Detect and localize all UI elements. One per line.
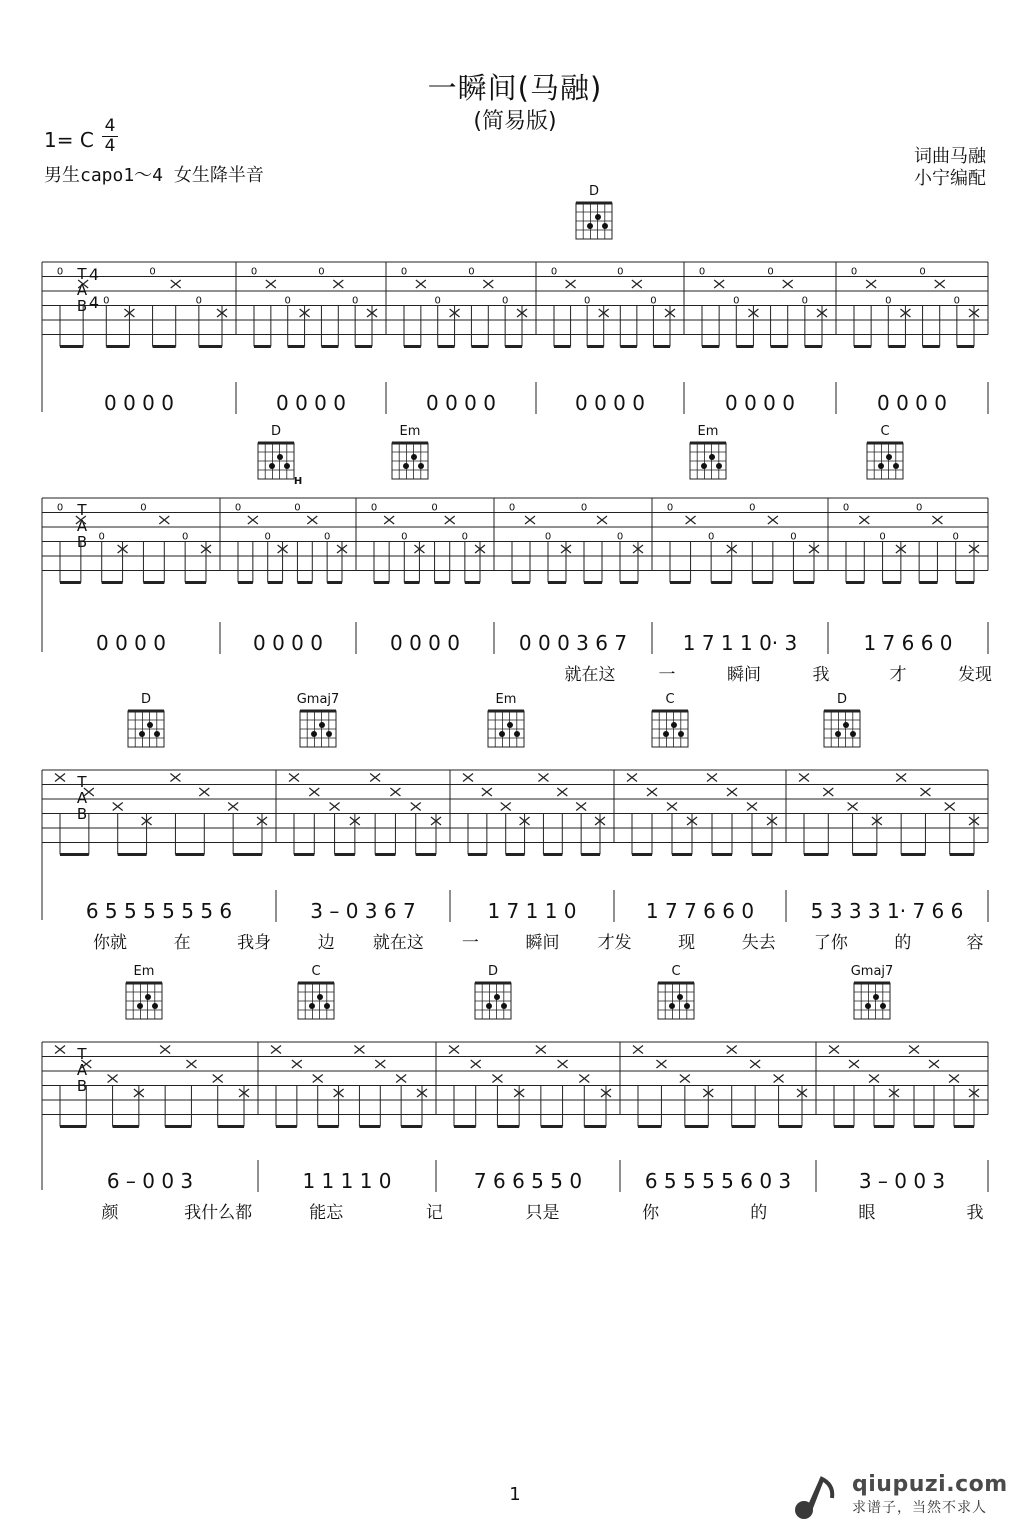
- tab-mute-x: [228, 803, 238, 811]
- tab-mute-x: [632, 280, 642, 288]
- tab-mute-x: [774, 1075, 784, 1083]
- tab-mute-x: [309, 788, 319, 796]
- tab-fret: 0: [508, 502, 516, 514]
- tab-mute-x: [248, 516, 258, 524]
- tab-mute-x: [354, 1046, 364, 1054]
- tab-mute-x: [686, 516, 696, 524]
- tab-mute-x: [445, 516, 455, 524]
- tab-fret: 0: [842, 502, 850, 514]
- time-signature-bottom: 4: [104, 136, 116, 156]
- lyric-word: 能忘: [309, 1203, 344, 1223]
- tab-fret: 0: [650, 295, 657, 307]
- chord-finger-dot: [893, 463, 899, 469]
- chord-finger-dot: [501, 1003, 507, 1009]
- tab-mute-x: [829, 1046, 839, 1054]
- tab-mute-x: [370, 774, 380, 782]
- chord-diagram: [690, 424, 726, 479]
- tab-clef-letter: T: [77, 265, 87, 283]
- chord-diagram: [652, 692, 688, 747]
- tab-mute-x: [932, 516, 942, 524]
- lyric-word: 眼: [858, 1203, 876, 1223]
- chord-name: C: [665, 692, 675, 707]
- tab-mute-x: [170, 774, 180, 782]
- chord-finger-dot: [499, 731, 505, 737]
- jianpu-measure: 3 – 0 3 6 7: [310, 899, 416, 923]
- tab-fret: 0: [264, 531, 271, 543]
- tab-clef-letter: A: [76, 516, 88, 535]
- chord-diagram: [298, 964, 334, 1019]
- tab-time-top: 4: [88, 265, 100, 284]
- watermark-logo-icon: [790, 1470, 846, 1520]
- time-signature-top: 4: [104, 116, 116, 136]
- tab-mute-x: [292, 1060, 302, 1068]
- jianpu-measure: 1 7 1 1 0: [487, 899, 577, 923]
- tab-fret: 0: [801, 295, 809, 307]
- chord-diagram: [475, 964, 511, 1019]
- jianpu-measure: 1 7 6 6 0: [863, 631, 953, 655]
- tab-mute-x: [411, 803, 421, 811]
- tab-fret: 0: [103, 295, 110, 307]
- chord-diagram: [867, 424, 903, 479]
- chord-finger-dot: [324, 1003, 330, 1009]
- tab-mute-x: [390, 788, 400, 796]
- chord-finger-dot: [671, 722, 677, 728]
- chord-finger-dot: [494, 994, 500, 1000]
- chord-finger-dot: [602, 223, 608, 229]
- tab-mute-x: [859, 516, 869, 524]
- tab-fret: 0: [351, 295, 359, 307]
- tab-mute-x: [576, 803, 586, 811]
- tab-system-1: [42, 184, 988, 415]
- tab-mute-x: [929, 1060, 939, 1068]
- chord-diagram: [576, 184, 612, 239]
- song-title: 一瞬间(马融): [427, 71, 603, 105]
- chord-finger-dot: [835, 731, 841, 737]
- tab-fret: 0: [431, 502, 438, 514]
- tab-mute-x: [536, 1046, 546, 1054]
- jianpu-measure: 0 0 0 0: [104, 391, 174, 415]
- tab-mute-x: [289, 774, 299, 782]
- chord-name: D: [140, 692, 152, 707]
- tab-clef-letter: A: [76, 280, 88, 299]
- tab-time-bottom: 4: [88, 293, 100, 312]
- tab-fret: 0: [434, 295, 441, 307]
- chord-finger-dot: [507, 722, 513, 728]
- tab-mute-x: [171, 280, 181, 288]
- tab-mute-x: [384, 516, 394, 524]
- lyric-word: 就在这: [564, 665, 616, 685]
- tab-mute-x: [768, 516, 778, 524]
- tab-clef-letter: A: [76, 788, 88, 807]
- chord-name: Em: [399, 424, 421, 439]
- lyric-word: 容: [966, 933, 984, 953]
- tab-fret: 0: [733, 295, 740, 307]
- tab-mute-x: [849, 1060, 859, 1068]
- tab-mute-x: [945, 803, 955, 811]
- lyric-word: 才发: [597, 933, 632, 953]
- tab-mute-x: [667, 803, 677, 811]
- jianpu-measure: 0 0 0 0: [276, 391, 346, 415]
- tab-mute-x: [416, 280, 426, 288]
- jianpu-measure: 5 3 3 3 1· 7 6 6: [810, 899, 964, 923]
- tab-mute-x: [333, 280, 343, 288]
- chord-finger-dot: [850, 731, 856, 737]
- jianpu-measure: 6 5 5 5 5 6 0 3: [644, 1169, 792, 1193]
- chord-diagram: [258, 424, 294, 479]
- tab-fret: 0: [400, 266, 408, 278]
- page-number: 1: [509, 1484, 521, 1505]
- chord-finger-dot: [319, 722, 325, 728]
- chord-finger-dot: [137, 1003, 143, 1009]
- chord-finger-dot: [309, 1003, 315, 1009]
- tab-system-4: [42, 964, 988, 1223]
- tab-mute-x: [727, 1046, 737, 1054]
- chord-diagram: [297, 692, 340, 747]
- jianpu-measure: 0 0 0 3 6 7: [518, 631, 628, 655]
- chord-finger-dot: [701, 463, 707, 469]
- chord-finger-dot: [154, 731, 160, 737]
- tab-mute-x: [307, 516, 317, 524]
- lyric-word: 的: [894, 933, 912, 953]
- tab-mute-x: [313, 1075, 323, 1083]
- tab-mute-x: [557, 788, 567, 796]
- tab-mute-x: [869, 1075, 879, 1083]
- tab-fret: 0: [919, 266, 926, 278]
- key-signature: 1= C: [44, 128, 94, 152]
- chord-finger-dot: [595, 214, 601, 220]
- tab-mute-x: [449, 1046, 459, 1054]
- tab-clef-letter: B: [76, 804, 88, 823]
- chord-diagram: [392, 424, 428, 479]
- chord-finger-dot: [684, 1003, 690, 1009]
- tab-mute-x: [396, 1075, 406, 1083]
- chord-diagram: [851, 964, 894, 1019]
- jianpu-measure: 1 1 1 1 0: [302, 1169, 392, 1193]
- tab-mute-x: [483, 280, 493, 288]
- tab-mute-x: [558, 1060, 568, 1068]
- chord-name: Em: [495, 692, 517, 707]
- chord-name: Em: [697, 424, 719, 439]
- lyric-word: 我: [966, 1203, 984, 1223]
- lyric-word: 失去: [741, 933, 776, 953]
- chord-finger-dot: [147, 722, 153, 728]
- chord-finger-dot: [277, 454, 283, 460]
- tab-mute-x: [159, 516, 169, 524]
- chord-diagram: [126, 964, 162, 1019]
- tab-fret: 0: [790, 531, 797, 543]
- tab-mute-x: [213, 1075, 223, 1083]
- tab-fret: 0: [284, 295, 291, 307]
- tab-fret: 0: [580, 502, 588, 514]
- jianpu-measure: 3 – 0 0 3: [858, 1169, 946, 1193]
- lyric-word: 瞬间: [525, 933, 560, 953]
- chord-finger-dot: [152, 1003, 158, 1009]
- lyric-word: 我: [812, 665, 830, 685]
- chord-diagram: [658, 964, 694, 1019]
- chord-diagram: [488, 692, 524, 747]
- lyric-word: 瞬间: [727, 665, 761, 685]
- tab-fret: 0: [616, 531, 624, 543]
- lyric-word: 记: [425, 1203, 443, 1223]
- tab-mute-x: [949, 1075, 959, 1083]
- tab-mute-x: [935, 280, 945, 288]
- tab-mute-x: [525, 516, 535, 524]
- tab-clef-letter: B: [76, 532, 88, 551]
- tab-mute-x: [482, 788, 492, 796]
- chord-finger-dot: [709, 454, 715, 460]
- tab-clef-letter: T: [77, 1045, 87, 1063]
- tab-fret: 0: [401, 531, 408, 543]
- tab-mute-x: [799, 774, 809, 782]
- jianpu-measure: 0 0 0 0: [725, 391, 795, 415]
- chord-finger-dot: [311, 731, 317, 737]
- chord-finger-dot: [403, 463, 409, 469]
- lyric-word: 就在这: [372, 933, 424, 953]
- tab-fret: 0: [707, 531, 715, 543]
- tab-fret: 0: [294, 502, 301, 514]
- chord-diagram: [128, 692, 164, 747]
- chord-name: D: [588, 184, 600, 199]
- tab-fret: 0: [550, 266, 558, 278]
- jianpu-measure: 7 6 6 5 5 0: [473, 1169, 583, 1193]
- chord-diagram: [824, 692, 860, 747]
- tab-system-2: [42, 424, 992, 685]
- tab-fret: 0: [952, 531, 959, 543]
- chord-finger-dot: [878, 463, 884, 469]
- chord-finger-dot: [514, 731, 520, 737]
- tab-mute-x: [750, 1060, 760, 1068]
- tab-mute-x: [783, 280, 793, 288]
- tab-fret: 0: [544, 531, 552, 543]
- tab-fret: 0: [468, 266, 475, 278]
- tab-fret: 0: [698, 266, 706, 278]
- chord-finger-dot: [880, 1003, 886, 1009]
- tab-fret: 0: [953, 295, 961, 307]
- tab-clef-letter: A: [76, 1060, 88, 1079]
- chord-name: Gmaj7: [850, 964, 894, 979]
- lyric-word: 了你: [813, 933, 848, 953]
- tab-mute-x: [108, 1075, 118, 1083]
- tab-fret: 0: [767, 266, 774, 278]
- jianpu-measure: 6 – 0 0 3: [106, 1169, 194, 1193]
- tab-mute-x: [330, 803, 340, 811]
- tab-fret: 0: [583, 295, 591, 307]
- tab-fret: 0: [749, 502, 756, 514]
- chord-name: Em: [133, 964, 155, 979]
- tab-fret: 0: [885, 295, 892, 307]
- tab-mute-x: [375, 1060, 385, 1068]
- chord-finger-dot: [418, 463, 424, 469]
- tab-fret: 0: [140, 502, 147, 514]
- tab-mute-x: [909, 1046, 919, 1054]
- tab-mute-x: [707, 774, 717, 782]
- tab-fret: 0: [323, 531, 331, 543]
- jianpu-measure: 0 0 0 0: [575, 391, 645, 415]
- lyric-word: 一: [658, 665, 676, 685]
- lyric-word: 的: [750, 1203, 768, 1223]
- chord-finger-dot: [326, 731, 332, 737]
- lyric-word: 发现: [958, 665, 992, 685]
- tab-fret: 0: [98, 531, 105, 543]
- tab-mute-x: [866, 280, 876, 288]
- jianpu-measure: 1 7 7 6 6 0: [645, 899, 755, 923]
- lyric-word: 你: [642, 1203, 660, 1223]
- tab-mute-x: [463, 774, 473, 782]
- lyric-word: 我身: [237, 933, 272, 953]
- tab-fret: 0: [370, 502, 378, 514]
- tab-mute-x: [823, 788, 833, 796]
- lyric-word: 我什么都: [184, 1203, 253, 1223]
- tab-mute-x: [680, 1075, 690, 1083]
- chord-name: D: [487, 964, 499, 979]
- lyric-word: 才: [889, 665, 907, 685]
- tab-mute-x: [271, 1046, 281, 1054]
- chord-name: C: [671, 964, 681, 979]
- watermark-url: qiupuzi.com: [852, 1472, 1008, 1497]
- arranger-credit: 小宁编配: [914, 168, 986, 189]
- tab-mute-x: [579, 1075, 589, 1083]
- lyricist-credit: 词曲马融: [914, 146, 986, 167]
- chord-name: Gmaj7: [296, 692, 340, 707]
- tab-mute-x: [566, 280, 576, 288]
- chord-finger-dot: [716, 463, 722, 469]
- tab-fret: 0: [501, 295, 509, 307]
- lyric-word: 一: [461, 933, 479, 953]
- chord-finger-dot: [317, 994, 323, 1000]
- chord-finger-dot: [886, 454, 892, 460]
- chord-finger-dot: [145, 994, 151, 1000]
- tab-mute-x: [55, 774, 65, 782]
- tab-mute-x: [714, 280, 724, 288]
- chord-finger-dot: [284, 463, 290, 469]
- chord-finger-dot: [663, 731, 669, 737]
- tab-staves: [42, 184, 992, 1223]
- tab-fret: 0: [56, 502, 64, 514]
- tab-fret: 0: [195, 295, 203, 307]
- tab-fret: 0: [879, 531, 886, 543]
- tab-mute-x: [920, 788, 930, 796]
- tab-mute-x: [597, 516, 607, 524]
- capo-note: 男生capo1～4 女生降半音: [44, 165, 264, 186]
- tab-clef-letter: B: [76, 296, 88, 315]
- chord-finger-dot: [269, 463, 275, 469]
- chord-finger-dot: [669, 1003, 675, 1009]
- tab-fret: 0: [666, 502, 674, 514]
- jianpu-measure: 1 7 1 1 0· 3: [682, 631, 798, 655]
- lyric-word: 你就: [93, 933, 127, 953]
- chord-finger-dot: [139, 731, 145, 737]
- lyric-word: 现: [678, 933, 696, 953]
- tab-clef-letter: T: [77, 501, 87, 519]
- tab-fret: 0: [617, 266, 624, 278]
- chord-finger-dot: [843, 722, 849, 728]
- tab-mute-x: [199, 788, 209, 796]
- tab-fret: 0: [318, 266, 325, 278]
- tab-fret: 0: [850, 266, 858, 278]
- tab-mute-x: [627, 774, 637, 782]
- chord-name: D: [270, 424, 282, 439]
- tab-fret: 0: [915, 502, 923, 514]
- lyric-word: 颜: [101, 1203, 119, 1223]
- jianpu-measure: 6 5 5 5 5 5 5 6: [85, 899, 233, 923]
- tab-mute-x: [848, 803, 858, 811]
- tab-mute-x: [538, 774, 548, 782]
- chord-finger-dot: [677, 994, 683, 1000]
- tab-mute-x: [647, 788, 657, 796]
- hammer-on-mark: H: [293, 476, 303, 487]
- jianpu-measure: 0 0 0 0: [426, 391, 496, 415]
- watermark-tagline: 求谱子，当然不求人: [852, 1500, 987, 1516]
- tab-mute-x: [656, 1060, 666, 1068]
- tab-mute-x: [727, 788, 737, 796]
- tab-clef-letter: B: [76, 1076, 88, 1095]
- chord-name: D: [836, 692, 848, 707]
- jianpu-measure: 0 0 0 0: [96, 631, 166, 655]
- chord-finger-dot: [411, 454, 417, 460]
- jianpu-measure: 0 0 0 0: [253, 631, 323, 655]
- lyric-word: 边: [317, 933, 335, 953]
- tab-fret: 0: [181, 531, 189, 543]
- chord-finger-dot: [587, 223, 593, 229]
- tab-clef-letter: T: [77, 773, 87, 791]
- tab-mute-x: [266, 280, 276, 288]
- tab-fret: 0: [250, 266, 258, 278]
- song-subtitle: (简易版): [473, 109, 557, 134]
- jianpu-measure: 0 0 0 0: [390, 631, 460, 655]
- tab-mute-x: [492, 1075, 502, 1083]
- tab-mute-x: [896, 774, 906, 782]
- lyric-word: 只是: [525, 1203, 560, 1223]
- jianpu-measure: 0 0 0 0: [877, 391, 947, 415]
- tab-fret: 0: [461, 531, 469, 543]
- chord-finger-dot: [678, 731, 684, 737]
- chord-name: C: [311, 964, 321, 979]
- tab-mute-x: [55, 1046, 65, 1054]
- chord-finger-dot: [865, 1003, 871, 1009]
- tab-fret: 0: [56, 266, 64, 278]
- watermark: [852, 1472, 1008, 1517]
- tab-mute-x: [160, 1046, 170, 1054]
- lyric-word: 在: [173, 933, 191, 953]
- tab-system-3: [42, 692, 988, 953]
- tab-mute-x: [633, 1046, 643, 1054]
- tab-mute-x: [113, 803, 123, 811]
- tab-mute-x: [747, 803, 757, 811]
- chord-finger-dot: [873, 994, 879, 1000]
- chord-finger-dot: [486, 1003, 492, 1009]
- tab-fret: 0: [234, 502, 242, 514]
- chord-name: C: [880, 424, 890, 439]
- tab-mute-x: [501, 803, 511, 811]
- tab-mute-x: [186, 1060, 196, 1068]
- tab-mute-x: [471, 1060, 481, 1068]
- tab-fret: 0: [149, 266, 156, 278]
